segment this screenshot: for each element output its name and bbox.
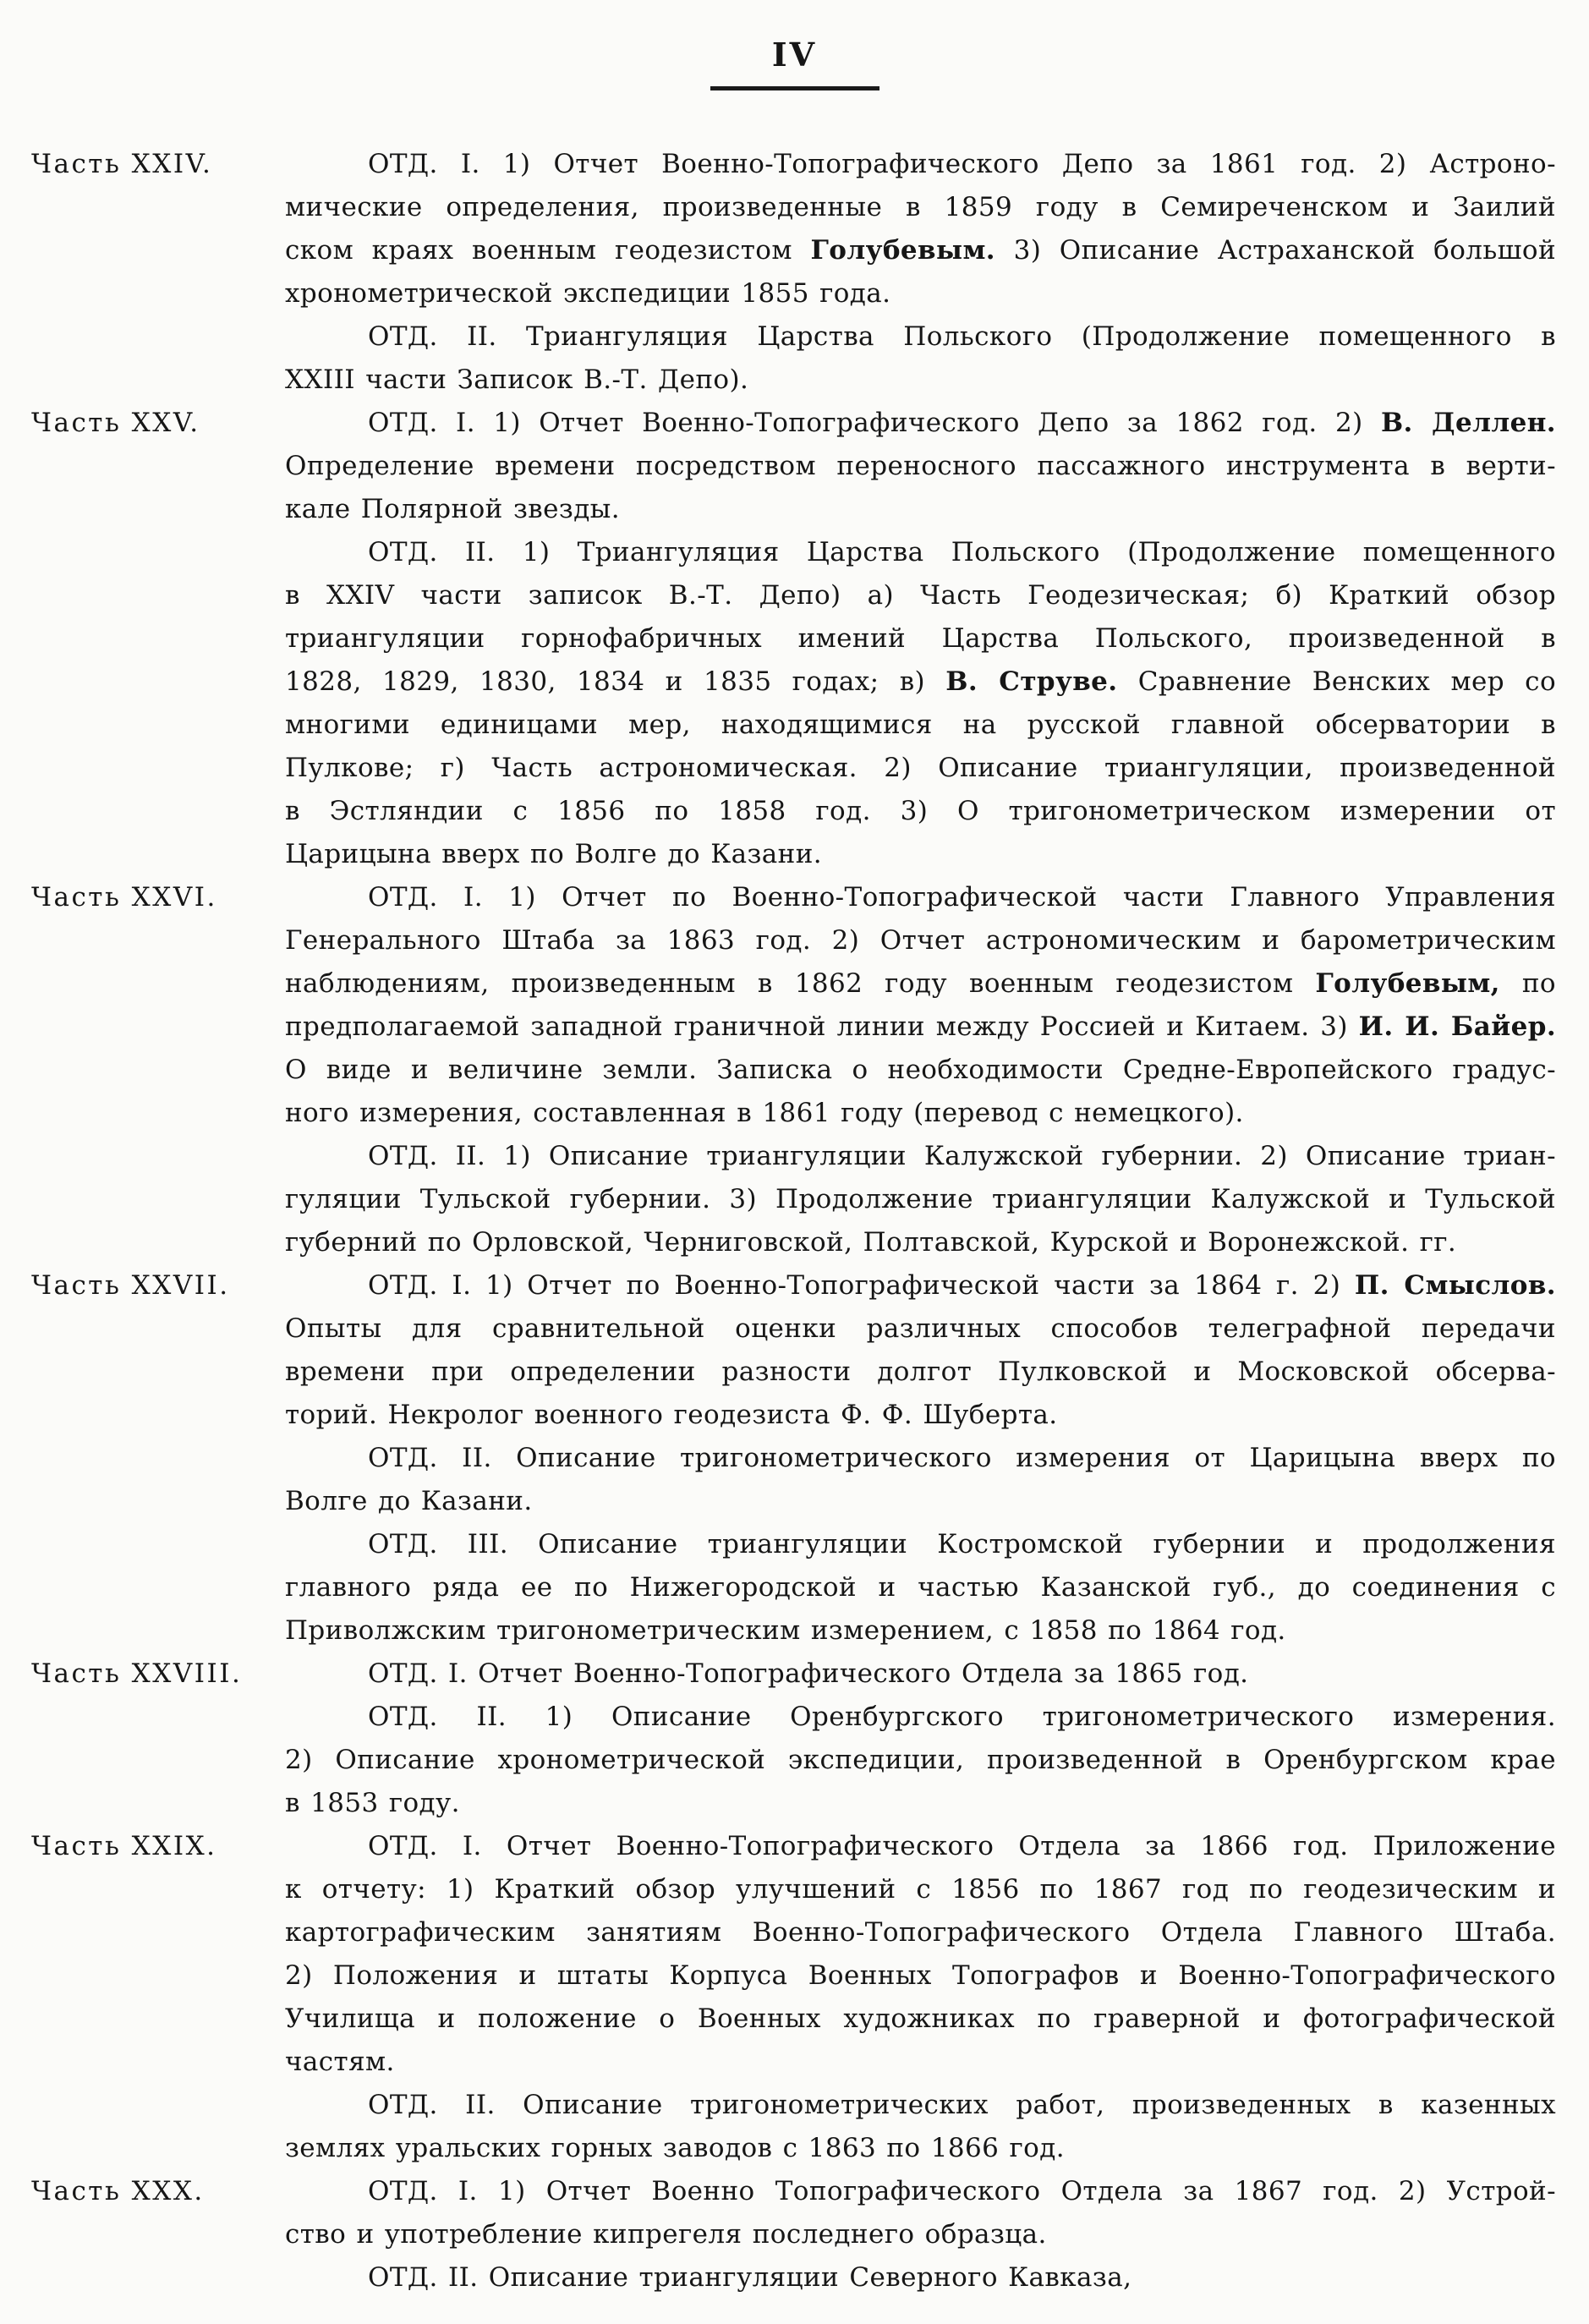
part-label: Часть XXVIII.	[31, 1658, 243, 1689]
toc-line: Опыты для сравнительной оценки различных способов телеграфной передачи	[285, 1313, 1556, 1344]
toc-paragraph	[285, 315, 1556, 402]
toc-paragraph	[285, 1135, 1556, 1264]
toc-line: Генерального Штаба за 1863 год. 2) Отчет астрономическим и барометрическим	[285, 925, 1556, 956]
toc-line: в XXIV части записок В.-Т. Депо) а) Часть Геодезическая; б) Краткий обзор	[285, 580, 1556, 611]
part-label: Часть XXV.	[31, 408, 200, 438]
toc-line: ОТД. III. Описание триангуляции Костромской губернии и продолжения	[368, 1529, 1556, 1559]
toc-line: мические определения, произведенные в 1859 году в Семиреченском и Заилий	[285, 192, 1556, 222]
toc-line: XXIII части Записок В.-Т. Депо).	[285, 364, 749, 395]
toc-line: ОТД. I. 1) Отчет по Военно-Топографической части Главного Управления	[368, 882, 1556, 913]
toc-line: ного измерения, составленная в 1861 году (перевод с немецкого).	[285, 1098, 1244, 1128]
toc-line: ОТД. II. Триангуляция Царства Польского (Продолжение помещенного в	[368, 321, 1556, 352]
toc-line: ОТД. I. 1) Отчет по Военно-Топографической части за 1864 г. 2) П. Смыслов.	[368, 1270, 1556, 1301]
toc-line: 2) Описание хронометрической экспедиции, произведенной в Оренбургском крае	[285, 1745, 1556, 1775]
page-header	[0, 0, 1589, 90]
toc-line: ОТД. I. 1) Отчет Военно-Топографического Депо за 1861 год. 2) Астроно-	[368, 149, 1556, 179]
part-label: Часть XXVII.	[31, 1270, 230, 1301]
person-name: П. Смыслов.	[1354, 1270, 1556, 1301]
person-name: И. И. Байер.	[1358, 1011, 1557, 1042]
toc-line: ОТД. I. Отчет Военно-Топографического Отдела за 1866 год. Приложение	[368, 1831, 1556, 1861]
toc-line: частям.	[285, 2047, 395, 2077]
part-label: Часть XXIV.	[31, 149, 213, 179]
entry-paragraphs	[285, 1653, 1556, 1825]
toc-line: хронометрической экспедиции 1855 года.	[285, 278, 891, 309]
entry-paragraphs	[285, 402, 1556, 876]
toc-paragraph	[285, 2170, 1556, 2256]
header-rule	[710, 86, 879, 90]
person-name: В. Деллен.	[1380, 408, 1556, 438]
toc-line: ОТД. I. 1) Отчет Военно-Топографического Депо за 1862 год. 2) В. Деллен.	[368, 408, 1556, 438]
toc-line: главного ряда ее по Нижегородской и частью Казанской губ., до соединения с	[285, 1572, 1556, 1603]
toc-line: ОТД. II. Описание тригонометрических работ, произведенных в казенных	[368, 2090, 1556, 2120]
toc-paragraph	[285, 2256, 1556, 2299]
toc-line: Определение времени посредством переносного пассажного инструмента в верти-	[285, 451, 1556, 481]
toc-line: ОТД. II. 1) Описание триангуляции Калужской губернии. 2) Описание триан-	[368, 1141, 1556, 1171]
toc-entry	[0, 1825, 1556, 2170]
toc-line: многими единицами мер, находящимися на русской главной обсерватории в	[285, 710, 1556, 740]
toc-body	[0, 143, 1556, 2299]
person-name: Голубевым.	[810, 235, 995, 266]
person-name: Голубевым,	[1315, 968, 1500, 999]
toc-line: О виде и величине земли. Записка о необходимости Средне-Европейского градус-	[285, 1055, 1556, 1085]
toc-paragraph	[285, 402, 1556, 531]
toc-line: предполагаемой западной граничной линии между Россией и Китаем. 3) И. И. Байер.	[285, 1011, 1557, 1042]
toc-line: Приволжским тригонометрическим измерением, с 1858 по 1864 год.	[285, 1615, 1286, 1646]
part-label: Часть XXX.	[31, 2176, 205, 2206]
toc-line: Училища и положение о Военных художниках по граверной и фотографической	[285, 2003, 1556, 2034]
toc-line: к отчету: 1) Краткий обзор улучшений с 1856 по 1867 год по геодезическим и	[285, 1874, 1556, 1905]
toc-line: наблюдениям, произведенным в 1862 году военным геодезистом Голубевым, по	[285, 968, 1556, 999]
toc-line: ОТД. II. Описание триангуляции Северного Кавказа,	[368, 2262, 1132, 2293]
toc-line: ство и употребление кипрегеля последнего образца.	[285, 2219, 1047, 2250]
toc-line: землях уральских горных заводов с 1863 по 1866 год.	[285, 2133, 1065, 2163]
toc-paragraph	[285, 2084, 1556, 2170]
toc-line: ОТД. II. 1) Описание Оренбургского тригонометрического измерения.	[368, 1702, 1556, 1732]
toc-line: картографическим занятиям Военно-Топографического Отдела Главного Штаба.	[285, 1917, 1556, 1948]
toc-line: ОТД. I. Отчет Военно-Топографического Отдела за 1865 год.	[368, 1658, 1249, 1689]
entry-paragraphs	[285, 1825, 1556, 2170]
entry-paragraphs	[285, 1264, 1556, 1653]
toc-line: в Эстляндии с 1856 по 1858 год. 3) О тригонометрическом измерении от	[285, 796, 1556, 826]
toc-paragraph	[285, 1653, 1556, 1696]
person-name: В. Струве.	[945, 666, 1118, 697]
toc-line: Пулкове; г) Часть астрономическая. 2) Описание триангуляции, произведенной	[285, 753, 1556, 783]
toc-line: Царицына вверх по Волге до Казани.	[285, 839, 823, 869]
part-label: Часть XXVI.	[31, 882, 217, 913]
toc-line: триангуляции горнофабричных имений Царства Польского, произведенной в	[285, 623, 1556, 654]
toc-paragraph	[285, 1437, 1556, 1523]
toc-line: 1828, 1829, 1830, 1834 и 1835 годах; в) В. Струве. Сравнение Венских мер со	[285, 666, 1557, 697]
toc-paragraph	[285, 531, 1556, 876]
toc-paragraph	[285, 1825, 1556, 2084]
toc-paragraph	[285, 143, 1556, 315]
toc-entry	[0, 143, 1556, 402]
page-number: IV	[771, 36, 818, 74]
entry-paragraphs	[285, 2170, 1556, 2299]
entry-paragraphs	[285, 143, 1556, 402]
toc-line: ОТД. I. 1) Отчет Военно Топографического Отдела за 1867 год. 2) Устрой-	[368, 2176, 1556, 2206]
toc-line: в 1853 году.	[285, 1788, 460, 1818]
toc-line: ском краях военным геодезистом Голубевым. 3) Описание Астраханской большой	[285, 235, 1557, 266]
toc-line: губерний по Орловской, Черниговской, Полтавской, Курской и Воронежской. гг.	[285, 1227, 1457, 1258]
toc-line: Волге до Казани.	[285, 1486, 533, 1516]
toc-line: ОТД. II. 1) Триангуляция Царства Польского (Продолжение помещенного	[368, 537, 1556, 567]
toc-line: гуляции Тульской губернии. 3) Продолжение триангуляции Калужской и Тульской	[285, 1184, 1556, 1214]
toc-entry	[0, 2170, 1556, 2299]
toc-line: торий. Некролог военного геодезиста Ф. Ф. Шуберта.	[285, 1400, 1058, 1430]
toc-line: времени при определении разности долгот Пулковской и Московской обсерва-	[285, 1357, 1556, 1387]
toc-paragraph	[285, 876, 1556, 1135]
toc-paragraph	[285, 1264, 1556, 1437]
toc-entry	[0, 1264, 1556, 1653]
toc-entry	[0, 876, 1556, 1264]
toc-paragraph	[285, 1696, 1556, 1825]
toc-paragraph	[285, 1523, 1556, 1653]
toc-entry	[0, 402, 1556, 876]
toc-line: ОТД. II. Описание тригонометрического измерения от Царицына вверх по	[368, 1443, 1556, 1473]
toc-line: кале Полярной звезды.	[285, 494, 621, 524]
toc-line: 2) Положения и штаты Корпуса Военных Топографов и Военно-Топографического	[285, 1960, 1556, 1991]
toc-entry	[0, 1653, 1556, 1825]
part-label: Часть XXIX.	[31, 1831, 217, 1861]
entry-paragraphs	[285, 876, 1556, 1264]
